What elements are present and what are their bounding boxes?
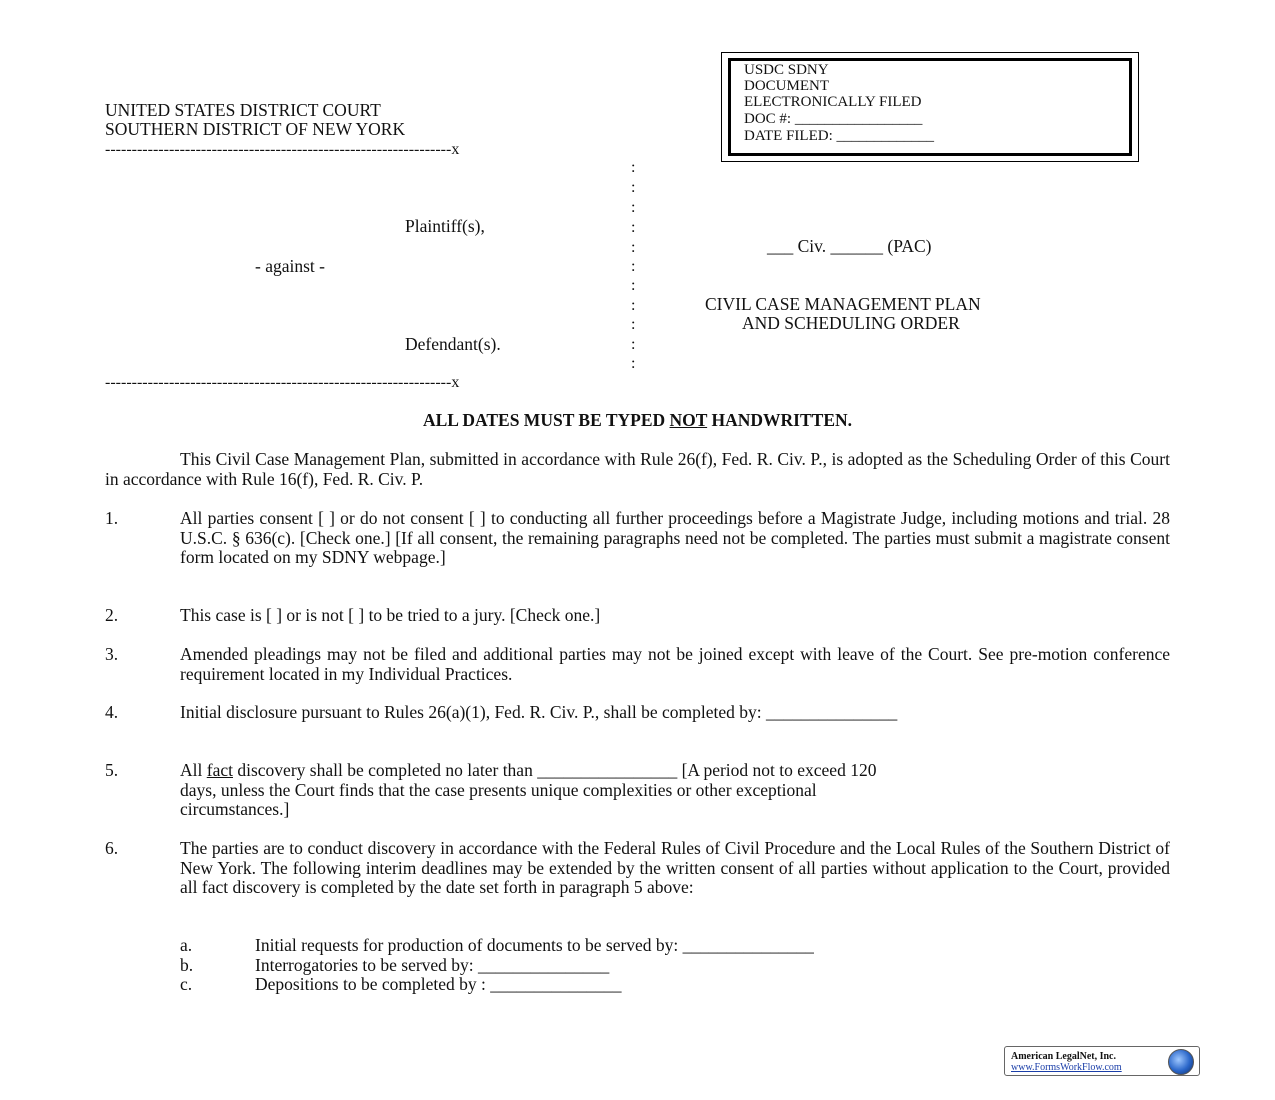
item-amended-pleadings: Amended pleadings may not be filed and additional parties may not be joined except with leave of the Court. See pre-motion conference requirement located in my Individual Practices. xyxy=(180,644,1170,684)
court-name-line1: UNITED STATES DISTRICT COURT xyxy=(105,100,381,120)
item-number: 4. xyxy=(105,702,119,722)
item-number: 5. xyxy=(105,760,119,780)
subitem-letter: a. xyxy=(180,935,193,955)
stamp-line-date-filed: DATE FILED: _____________ xyxy=(744,128,934,144)
stamp-line-usdc: USDC SDNY xyxy=(744,62,829,78)
caption-colon: : xyxy=(631,316,636,333)
caption-colon: : xyxy=(631,239,636,256)
globe-icon xyxy=(1168,1049,1194,1075)
stamp-line-electronically-filed: ELECTRONICALLY FILED xyxy=(744,94,922,110)
item-jury-trial: This case is [ ] or is not [ ] to be tried to a jury. [Check one.] xyxy=(180,605,601,625)
item-number: 3. xyxy=(105,644,119,664)
caption-bottom-dashes: -----------------------------------------------------------------x xyxy=(105,374,460,391)
case-number: ___ Civ. ______ (PAC) xyxy=(767,236,932,256)
item-discovery-rules: The parties are to conduct discovery in accordance with the Federal Rules of Civil Procedure and the Local Rules of the Southern District of New York. The following interim deadlines may be extended by the written consent of all parties without application to the Court, provided all fact discovery is completed by the date set forth in paragraph 5 above: xyxy=(180,838,1170,897)
american-legalnet-logo[interactable] xyxy=(1004,1046,1200,1076)
subitem-interrogatories: Interrogatories to be served by: _______________ xyxy=(255,954,610,975)
defendant-label: Defendant(s). xyxy=(405,334,501,354)
item-number: 1. xyxy=(105,508,119,528)
subitem-letter: c. xyxy=(180,974,193,994)
plaintiff-label: Plaintiff(s), xyxy=(405,216,485,236)
caption-colon: : xyxy=(631,336,636,353)
caption-colon: : xyxy=(631,258,636,275)
caption-colon: : xyxy=(631,179,636,196)
court-name-line2: SOUTHERN DISTRICT OF NEW YORK xyxy=(105,119,406,139)
stamp-line-doc-number: DOC #: _________________ xyxy=(744,111,923,127)
stamp-line-document: DOCUMENT xyxy=(744,78,829,94)
item-number: 2. xyxy=(105,605,119,625)
caption-colon: : xyxy=(631,199,636,216)
item-fact-discovery-line3: circumstances.] xyxy=(180,799,290,819)
document-title-line2: AND SCHEDULING ORDER xyxy=(742,313,960,333)
against-label: - against - xyxy=(255,256,325,276)
subitem-letter: b. xyxy=(180,954,194,975)
caption-colon: : xyxy=(631,277,636,294)
forms-workflow-link[interactable]: www.FormsWorkFlow.com xyxy=(1011,1062,1122,1073)
logo-company-name: American LegalNet, Inc. xyxy=(1011,1051,1116,1062)
item-number: 6. xyxy=(105,838,119,858)
caption-colon: : xyxy=(631,219,636,236)
typed-dates-notice: ALL DATES MUST BE TYPED NOT HANDWRITTEN. xyxy=(422,410,853,430)
caption-colon: : xyxy=(631,355,636,372)
intro-paragraph: This Civil Case Management Plan, submitted in accordance with Rule 26(f), Fed. R. Civ. P., is adopted as the Scheduling Order of this Court in accordance with Rule 16(f), Fed. R. Civ. P. xyxy=(105,449,1170,489)
caption-colon: : xyxy=(631,159,636,176)
subitem-depositions: Depositions to be completed by : _______________ xyxy=(255,974,622,994)
item-initial-disclosure: Initial disclosure pursuant to Rules 26(a)(1), Fed. R. Civ. P., shall be completed by: _______________ xyxy=(180,702,898,722)
subitem-document-requests: Initial requests for production of documents to be served by: _______________ xyxy=(255,935,814,955)
document-title-line1: CIVIL CASE MANAGEMENT PLAN xyxy=(705,294,981,314)
item-consent-magistrate: All parties consent [ ] or do not consent [ ] to conducting all further proceedings before a Magistrate Judge, including motions and trial. 28 U.S.C. § 636(c). [Check one.] [If all consent, the remaining paragraphs need not be completed. The parties must submit a magistrate consent form located on my SDNY webpage.] xyxy=(180,508,1170,567)
caption-top-dashes: -----------------------------------------------------------------x xyxy=(105,141,460,158)
caption-colon: : xyxy=(631,297,636,314)
item-fact-discovery-line2: days, unless the Court finds that the case presents unique complexities or other exceptional xyxy=(180,779,817,800)
item-fact-discovery-line1: All fact discovery shall be completed no later than ________________ [A period not to exceed 120 xyxy=(180,760,877,780)
